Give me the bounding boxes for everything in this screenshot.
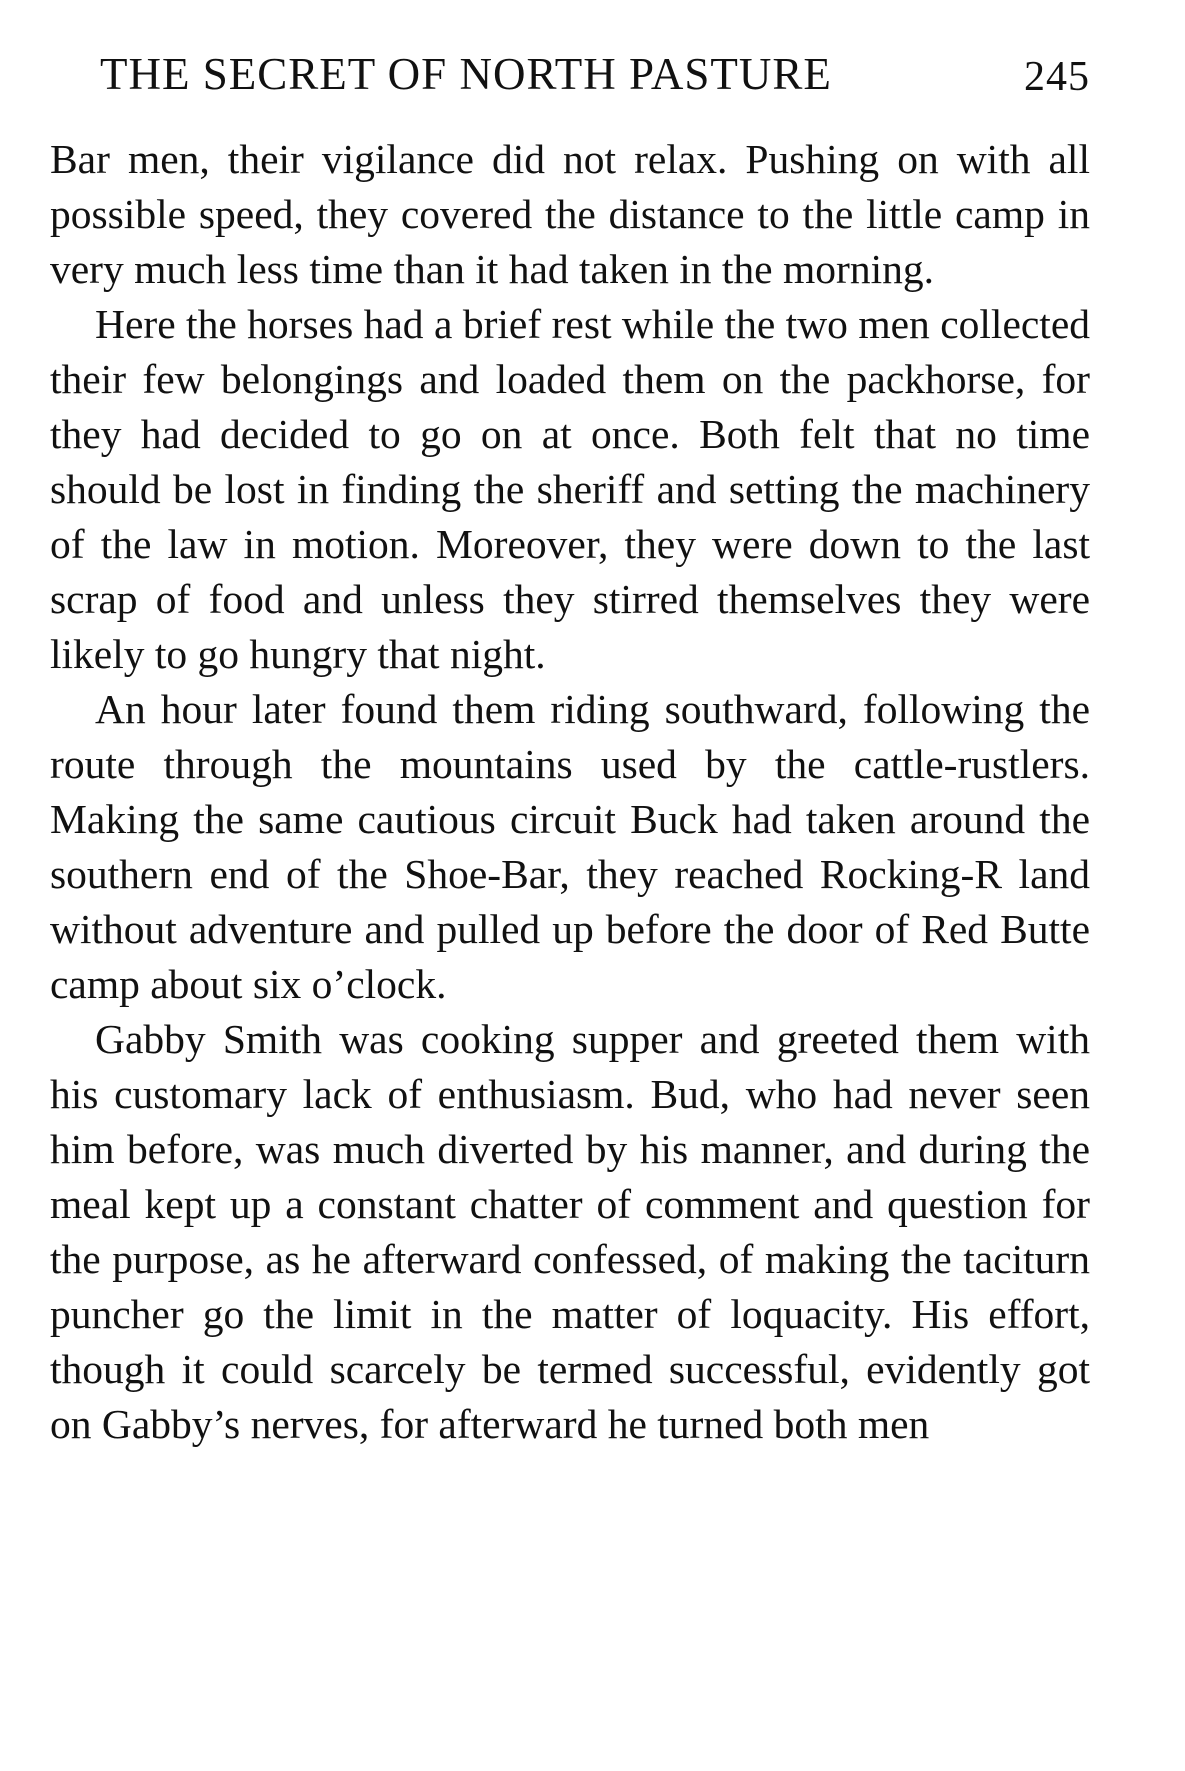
running-title: THE SECRET OF NORTH PASTURE	[100, 49, 832, 99]
page-number: 245	[1024, 54, 1090, 100]
paragraph-gabby-smith: Gabby Smith was cooking supper and greeted them with his customary lack of enthusiasm. Bud, who had never seen him before, was much diverted by his manner, and during the meal kept up a constant chatter of comment and question for the purpose, as he afterward confessed, of making the taciturn puncher go the limit in the matter of loquacity. His effort, though it could scarcely be termed successful, evidently got on Gabby’s nerves, for afterward he turned both men	[50, 1016, 1090, 1447]
running-header	[50, 38, 1090, 110]
paragraph-packhorse: Here the horses had a brief rest while the two men collected their few belongings and loaded them on the packhorse, for they had decided to go on at once. Both felt that no time should be lost in finding the sheriff and setting the machinery of the law in motion. Moreover, they were down to the last scrap of food and unless they stirred themselves they were likely to go hungry that night.	[50, 301, 1090, 677]
paragraph-continuation: Bar men, their vigilance did not relax. Pushing on with all possible speed, they covered the distance to the little camp in very much less time than it had taken in the morning.	[50, 136, 1090, 292]
book-page	[50, 38, 1090, 1452]
paragraph-riding-southward: An hour later found them riding southward, following the route through the mountains used by the cattle-rustlers. Making the same cautious circuit Buck had taken around the southern end of the Shoe-Bar, they reached Rocking-R land without adventure and pulled up before the door of Red Butte camp about six o’clock.	[50, 686, 1090, 1007]
page-body	[50, 132, 1090, 1452]
